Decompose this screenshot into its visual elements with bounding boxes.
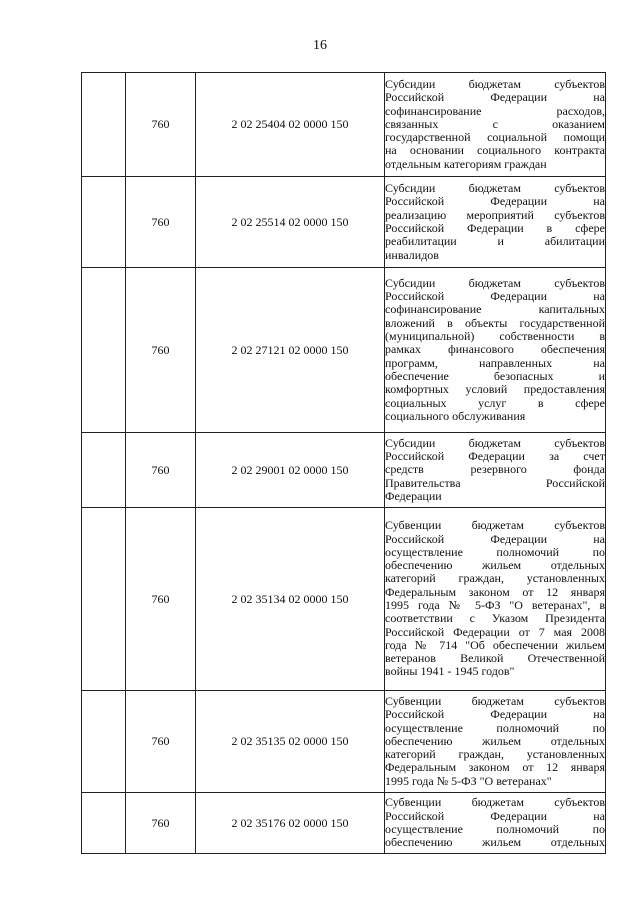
table-body [82,73,606,854]
kbk-code-cell: 2 02 35135 02 0000 150 [196,691,385,793]
budget-table [81,72,606,854]
admin-code-cell: 760 [126,793,196,854]
description-line: средств резервного фонда [385,462,605,477]
table-row [82,793,606,854]
description-line: вложений в объекты государственной [385,315,605,330]
description-line: Российской Федерации на [385,707,605,722]
description-line: социального обслуживания [385,408,526,423]
table-row [82,508,606,691]
description-cell [385,268,606,433]
table-row [82,73,606,177]
row-empty-cell [82,177,126,268]
table-row [82,433,606,508]
description-line: Субвенции бюджетам субъектов [385,518,605,533]
description-line: соответствии с Указом Президента [385,611,605,626]
description-line: осуществление полномочий по [385,720,605,735]
description-line: обеспечение безопасных и [385,368,605,383]
description-line: Российской Федерации на [385,531,605,546]
description-line: Российской Федерации за счет [385,449,605,464]
description-line: Российской Федерации на [385,194,605,209]
description-cell [385,433,606,508]
description-line: Федерации [385,488,442,503]
description-line: (муниципальной) собственности в [385,329,605,344]
description-line: категорий граждан, установленных [385,747,605,762]
description-line: комфортных условий предоставления [385,382,605,397]
admin-code-cell: 760 [126,177,196,268]
description-line: реализацию мероприятий субъектов [385,207,605,222]
description-line: рамках финансового обеспечения [385,342,605,357]
description-line: программ, направленных на [385,355,605,370]
description-line: реабилитации и абилитации [385,234,605,249]
kbk-code-cell: 2 02 29001 02 0000 150 [196,433,385,508]
description-line: Субсидии бюджетам субъектов [385,435,605,450]
description-line: отдельным категориям граждан [385,156,547,171]
row-empty-cell [82,508,126,691]
description-line: Субвенции бюджетам субъектов [385,693,605,708]
description-line: 1995 года № 5-ФЗ "О ветеранах" [385,773,552,788]
description-line: года № 714 "Об обеспечении жильем [385,637,605,652]
description-line: войны 1941 - 1945 годов" [385,664,515,679]
description-line: обеспечению жильем отдельных [385,733,605,748]
description-line: Российской Федерации на [385,289,605,304]
description-line: Субсидии бюджетам субъектов [385,275,605,290]
description-line: Правительства Российской [385,475,605,490]
row-empty-cell [82,73,126,177]
description-line: Субсидии бюджетам субъектов [385,76,605,91]
description-line: Федеральным законом от 12 января [385,584,605,599]
kbk-code-cell: 2 02 35134 02 0000 150 [196,508,385,691]
description-cell [385,691,606,793]
description-cell [385,508,606,691]
table-row [82,691,606,793]
admin-code-cell: 760 [126,691,196,793]
description-line: Федеральным законом от 12 января [385,760,605,775]
description-line: ветеранов Великой Отечественной [385,651,605,666]
description-line: связанных с оказанием [385,116,605,131]
admin-code-cell: 760 [126,73,196,177]
description-line: осуществление полномочий по [385,822,605,836]
description-line: государственной социальной помощи [385,130,605,145]
description-line: осуществление полномочий по [385,544,605,559]
description-line: Российской Федерации от 7 мая 2008 [385,624,605,639]
description-line: на основании социального контракта [385,143,605,158]
description-line: софинансирование расходов, [385,103,605,118]
row-empty-cell [82,691,126,793]
description-line: категорий граждан, установленных [385,571,605,586]
admin-code-cell: 760 [126,433,196,508]
description-line: Российской Федерации в сфере [385,221,605,235]
description-line: софинансирование капитальных [385,302,605,317]
table-row [82,268,606,433]
description-line: Субсидии бюджетам субъектов [385,181,605,196]
description-line: инвалидов [385,247,439,262]
description-line: обеспечению жильем отдельных [385,835,605,850]
kbk-code-cell: 2 02 25514 02 0000 150 [196,177,385,268]
row-empty-cell [82,793,126,854]
description-cell [385,793,606,854]
description-line: Российской Федерации на [385,90,605,105]
kbk-code-cell: 2 02 27121 02 0000 150 [196,268,385,433]
admin-code-cell: 760 [126,268,196,433]
table-row [82,177,606,268]
row-empty-cell [82,268,126,433]
description-line: Российской Федерации на [385,808,605,823]
admin-code-cell: 760 [126,508,196,691]
description-line: обеспечению жильем отдельных [385,558,605,573]
description-line: 1995 года № 5-ФЗ "О ветеранах", в [385,598,605,612]
page-number: 16 [313,38,327,53]
kbk-code-cell: 2 02 35176 02 0000 150 [196,793,385,854]
kbk-code-cell: 2 02 25404 02 0000 150 [196,73,385,177]
description-line: Субвенции бюджетам субъектов [385,795,605,810]
description-cell [385,177,606,268]
description-line: социальных услуг в сфере [385,395,605,410]
row-empty-cell [82,433,126,508]
description-cell [385,73,606,177]
